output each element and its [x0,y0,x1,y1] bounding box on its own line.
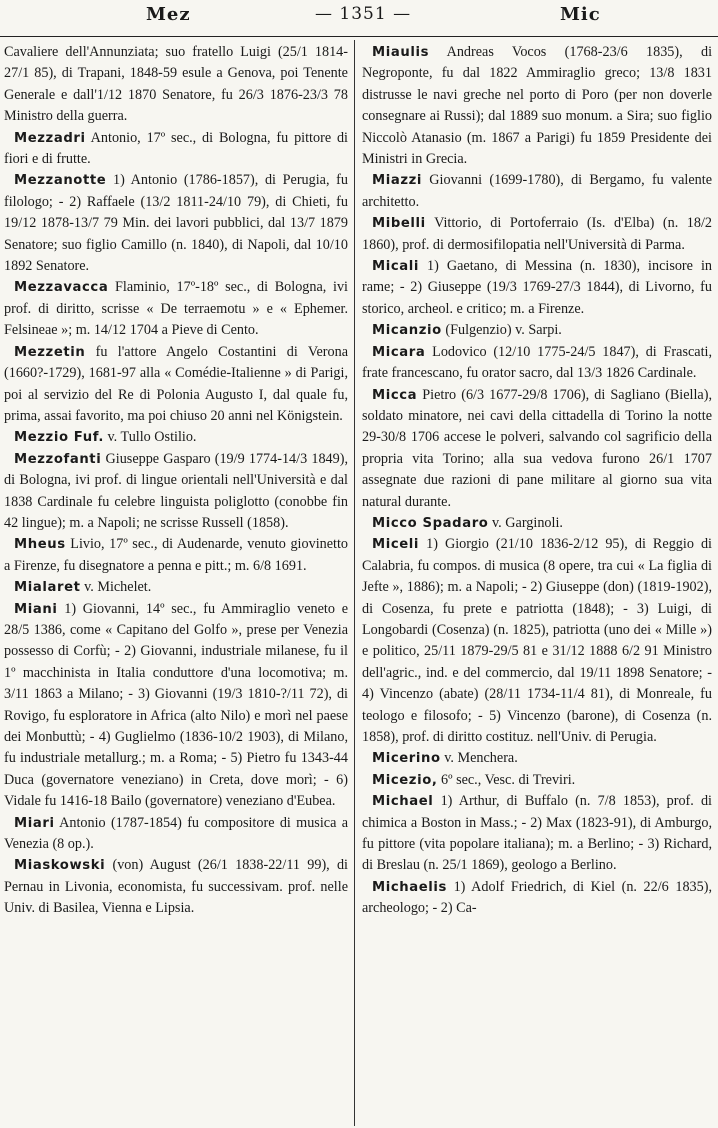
entry-headword: Mezzanotte [14,173,107,189]
entry-text: 1) Arthur, di Buffalo (n. 7/8 1853), prof. di chimica a Boston in Mass.; - 2) Max (1823-91), di Amburgo, fu pittore (vita popolare italiana); m. a Berlino; - 3) Richard, di Breslau (n. 25/1 1869), geologo a Berlino. [362,793,712,874]
entry [362,42,712,170]
entry-headword: Michaelis [372,879,447,895]
entry-headword: Miceli [372,537,420,553]
entry-text: Vittorio, di Portoferraio (Is. d'Elba) (n. 18/2 1860), prof. di dermosifilopatia nell'Università di Parma. [362,215,712,253]
entry-headword: Miari [14,815,55,831]
entry-text: v. Michelet. [84,579,152,596]
entry-headword: Mheus [14,537,66,553]
entry [4,170,348,277]
entry [362,256,712,320]
entry [4,599,348,813]
entry-headword: Michael [372,794,434,810]
entry-headword: Mezzofanti [14,451,102,467]
entry-text: Giovanni (1699-1780), di Bergamo, fu valente architetto. [362,172,712,210]
entry-headword: Micca [372,387,418,403]
entry-text: Antonio, 17º sec., di Bologna, fu pittore di fiori e di frutte. [4,129,348,168]
entry [4,42,348,128]
entry-text: v. Tullo Ostilio. [107,429,197,446]
entry [362,342,712,385]
entry-text: 1) Giovanni, 14º sec., fu Ammiraglio veneto e 28/5 1386, come « Capitano del Golfo », prese per Venezia possesso di Corfù; - 2) Giovanni, industriale milanese, fu il 1º macchinista in Italia conduttore d'una locomotiva; m. 3/11 1863 a Milano; - 3) Giovanni (19/3 1810-?/11 72), di Rovigo, fu esploratore in Africa (alto Nilo) e morì nel paese dei Monbuttù; - 4) Guglielmo (1836-10/2 1903), di Milano, fu industriale metallurg.; m. a Roma; - 5) Pietro fu 1343-44 Duca (governatore veneziano) in Creta, dove morì; - 6) Vidale fu 1416-18 Bailo (governatore) veneziano d'Eubea. [4,600,348,810]
entry-headword: Micerino [372,751,441,767]
entry [362,748,712,769]
entry [4,427,348,448]
running-head-right: Mic [560,4,601,25]
entry [362,534,712,748]
entry [4,449,348,535]
entry [362,170,712,213]
entry [362,791,712,877]
entry-headword: Miaskowski [14,858,106,874]
column-divider [354,40,355,1126]
entry-headword: Mibelli [372,216,426,232]
entry-headword: Micara [372,344,426,360]
entry-headword: Mezzetin [14,344,86,360]
entry-text: Pietro (6/3 1677-29/8 1706), di Sagliano (Biella), soldato minatore, nei cavi della cittadella di Torino la notte 29-30/8 1706 accese le polveri, salvando col sagrificio della propria vita Torino; alla sua vedova furono 26/1 1707 assegnate due razioni di pane militare al giorno sua vita natural durante. [362,386,712,510]
entry-text: 6º sec., Vesc. di Treviri. [441,771,576,788]
entry-headword: Micali [372,259,420,275]
entry-headword: Miani [14,601,58,617]
entry-text: Andreas Vocos (1768-23/6 1835), di Negroponte, fu dal 1822 Ammiraglio greco; 13/8 1831 distrusse le navi greche nel porto di Poro (per non doverle consegnare ai Russi); dal 1889 suo monum. a Sira; suo figlio Niccolò Atanasio (m. 1867 a Parigi) fu 1859 Presidente dei Ministri in Grecia. [362,44,712,168]
entry [4,128,348,171]
entry-text: Flaminio, 17º-18º sec., di Bologna, ivi prof. di diritto, scrisse « De terraemotu » e « Ephemer. Felsineae »; m. 14/12 1704 a Pieve di Cento. [4,279,348,339]
entry [362,320,712,341]
entry [362,513,712,534]
entry [362,213,712,256]
entry [4,577,348,598]
entry [362,877,712,920]
entry [4,534,348,577]
page-header [0,0,718,37]
entry-text: 1) Adolf Friedrich, di Kiel (n. 22/6 1835), archeologo; - 2) Ca- [362,878,712,917]
entry [4,813,348,856]
entry-headword: Mezzadri [14,130,86,146]
entry-text: Livio, 17º sec., di Audenarde, venuto giovinetto a Firenze, fu disegnatore a penna e pitt.; m. 6/8 1691. [4,536,348,574]
entry-headword: Mezzavacca [14,280,109,296]
entry-text: Antonio (1787-1854) fu compositore di musica a Venezia (8 op.). [4,814,348,853]
entry-headword: Miaulis [372,45,430,60]
entry [4,342,348,428]
entry-text: 1) Giorgio (21/10 1836-2/12 95), di Reggio di Calabria, fu compos. di musica (8 opere, tra cui « La figlia di Jefte », 1886); m. a Napoli; - 2) Giuseppe (don) (1819-1902), di Cosenza, fu prete e patriotta (1848); - 3) Luigi, di Longobardi (Cosenza) (n. 1825), patriotta (uno dei « Mille ») e politico, 25/11 1879-29/5 81 e 31/12 1888 6/2 91 Ministro dell'agric., ind. e del commercio, dal 19/11 1898 Senatore; - 4) Vincenzo (abate) (28/11 1734-11/4 81), di Monreale, fu teologo e filosofo; - 5) Vincenzo (barone), di Cosenza (n. 1858), prof. di diritto costituz. nell'Univ. di Perugia. [362,536,712,745]
entry-text: 1) Antonio (1786-1857), di Perugia, fu filologo; - 2) Raffaele (13/2 1811-24/10 79), di Chieti, fu 19/12 1878-13/7 79 Min. dei lavori pubblici, dal 13/7 1879 Senatore; suo figlio Camillo (n. 1840), di Napoli, dal 10/10 1892 Senatore. [4,172,348,275]
left-column [4,42,348,1122]
right-column [362,42,712,1122]
entry-text: (von) August (26/1 1838-22/11 99), di Pernau in Livonia, economista, fu successivam. prof. nelle Univ. di Basilea, Vienna e Lipsia. [4,857,348,917]
page-number: — 1351 — [315,4,412,24]
entry-text: fu l'attore Angelo Costantini di Verona (1660?-1729), 1681-97 alla « Comédie-Italienne » di Parigi, poi al servizio del Re di Polonia Augusto I, dal quale fu, prima, assai favorito, ma poi chiuso 20 anni nel Königstein. [4,343,348,424]
entry-text: v. Garginoli. [492,514,563,531]
entry-text: Lodovico (12/10 1775-24/5 1847), di Frascati, frate francescano, fu orator sacro, dal 13/3 1826 Cardinale. [362,343,712,382]
entry-text: Cavaliere dell'Annunziata; suo fratello Luigi (25/1 1814-27/1 85), di Trapani, 1848-59 esule a Genova, poi Tenente Generale e dall'1/12 1870 Senatore, fu 26/3 1876-23/3 78 Ministro della guerra. [4,44,348,125]
entry [362,770,712,791]
entry-text: Giuseppe Gasparo (19/9 1774-14/3 1849), di Bologna, ivi prof. di lingue orientali nell'Università e dal 1838 Cardinale fu celebre linguista poliglotto (conobbe fin 42 lingue); m. a Napoli; ne scrisse Russell (1858). [4,450,348,531]
entry-text: 1) Gaetano, di Messina (n. 1830), incisore in rame; - 2) Giuseppe (19/3 1769-27/3 1844), di Livorno, fu storico, archeol. e critico; m. a Firenze. [362,258,712,317]
entry-text: (Fulgenzio) v. Sarpi. [445,322,562,339]
entry-headword: Micco Spadaro [372,515,489,531]
entry-text: v. Menchera. [444,750,518,767]
entry [4,855,348,919]
entry-headword: Mezzio Fuf. [14,430,104,446]
entry [4,277,348,341]
entry [362,385,712,513]
entry-headword: Micezio, [372,772,438,788]
entry-headword: Micanzio [372,323,442,339]
entry-headword: Mialaret [14,580,81,596]
running-head-left: Mez [146,4,191,25]
entry-headword: Miazzi [372,173,423,189]
